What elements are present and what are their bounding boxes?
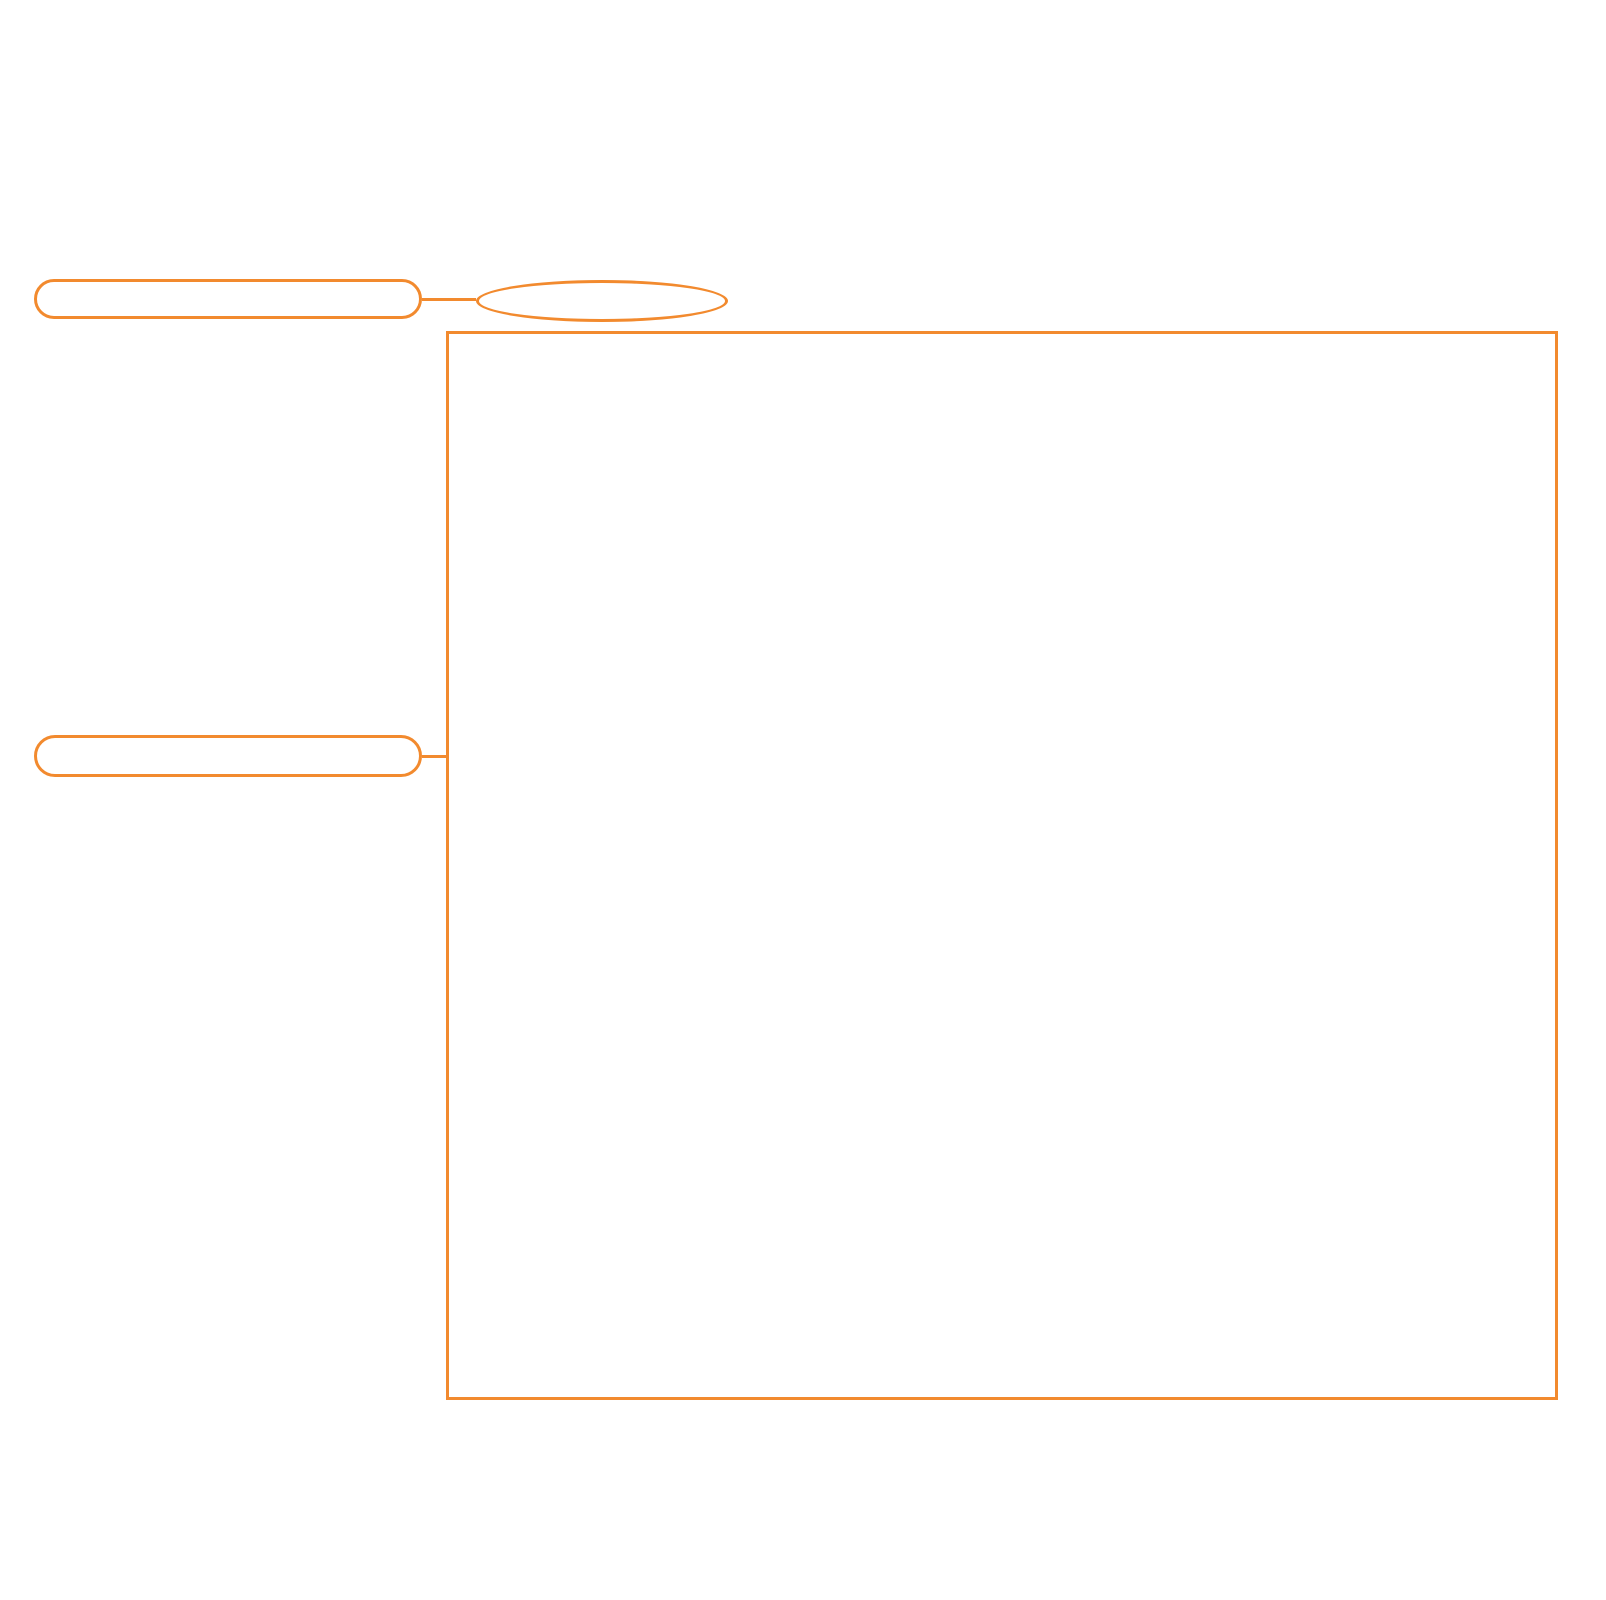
characteristics-frame [446,331,1558,1400]
callout-replace-open [34,279,422,319]
connector-line [422,298,476,301]
connector-line [422,755,448,758]
callout-remove-extra [34,735,422,777]
encrypted-open-oval [476,280,728,322]
